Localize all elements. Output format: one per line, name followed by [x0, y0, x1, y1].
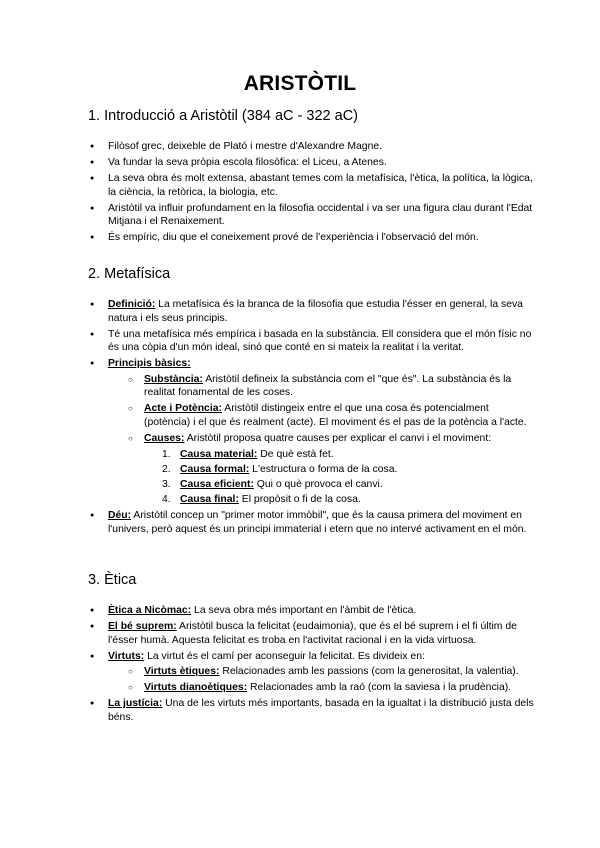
- list-item-principles: [88, 357, 536, 507]
- cause-label: Causa eficient:: [180, 478, 254, 490]
- cause-number: 2.: [162, 463, 171, 475]
- cause-item: [144, 493, 536, 507]
- list-item-empirical: ● Té una metafísica més empírica i basada en la substància. Ell considera que el món físic no és una còpia d'un món ideal, sinó que conté en si mateix la realitat i la veritat.: [88, 328, 536, 355]
- list-item: ● Aristòtil va influir profundament en la filosofia occidental i va ser una figura clau durant l'Edat Mitjana i el Renaixement.: [88, 202, 536, 229]
- list-item-dianoetic-virtues: [108, 681, 536, 695]
- supreme-good-label: El bé suprem:: [108, 620, 177, 632]
- principles-sublist: [108, 373, 536, 507]
- list-item-act-potency: [108, 402, 536, 429]
- nicomachean-label: Ètica a Nicòmac:: [108, 605, 192, 616]
- god-text: Aristòtil concep un "primer motor immòbil", que és la causa primera del moviment en l'univers, però aquest és un principi immaterial i etern que no intervé activament en el món.: [108, 510, 527, 535]
- god-label: Déu:: [108, 510, 132, 522]
- supreme-good-text: Aristòtil busca la felicitat (eudaimonia), que és el bé suprem i el fi últim de l'ésser humà. Aquesta felicitat es troba en l'activitat racional i en la vida virtuosa.: [108, 620, 517, 646]
- list-item-causes: [108, 432, 536, 507]
- nicomachean-text: La seva obra més important en l'àmbit de l'ètica.: [191, 605, 417, 616]
- list-item-virtues: [88, 650, 536, 695]
- causes-text: Aristòtil proposa quatre causes per explicar el canvi i el moviment:: [184, 432, 492, 444]
- definition-text: La metafísica és la branca de la filosofia que estudia l'ésser en general, la seva natura i els seus principis.: [108, 299, 523, 324]
- intro-list: [88, 140, 536, 247]
- metaphysics-list: [88, 298, 536, 539]
- list-item-ethical-virtues: [108, 665, 536, 679]
- list-item: ● És empíric, diu que el coneixement prové de l'experiència i l'observació del món.: [88, 231, 536, 245]
- substance-label: Substància:: [144, 373, 203, 385]
- cause-label: Causa final:: [180, 494, 239, 506]
- virtues-label: Virtuts:: [108, 650, 145, 662]
- act-label: Acte i Potència:: [144, 403, 222, 415]
- list-item: ● Filòsof grec, deixeble de Plató i mestre d'Alexandre Magne.: [88, 140, 536, 154]
- justice-text: Una de les virtuts més importants, basada en la igualtat i la distribució justa dels béns.: [108, 698, 534, 723]
- causes-list: [144, 448, 536, 507]
- section-heading-metaphysics: 2. Metafísica: [88, 266, 171, 282]
- list-item-substance: [108, 373, 536, 400]
- section-heading-ethics: 3. Ètica: [88, 572, 137, 588]
- cause-number: 4.: [162, 494, 171, 506]
- list-item-justice: [88, 697, 536, 724]
- cause-text: Qui o què provoca el canvi.: [253, 478, 383, 490]
- cause-item: [144, 463, 536, 477]
- list-item-definition: [88, 298, 536, 325]
- ethical-virtues-text: Relacionades amb les passions (com la generositat, la valentia).: [219, 666, 519, 678]
- definition-label: Definició:: [108, 299, 156, 310]
- causes-label: Causes:: [144, 432, 185, 444]
- act-text: Aristòtil distingeix entre el que una cosa és potencialment (potència) i el que és realment (acte). El moviment és el pas de la potència a l'acte.: [144, 403, 527, 428]
- cause-item: [144, 448, 536, 462]
- ethics-list: [88, 604, 536, 727]
- page-title: ARISTÒTIL: [243, 72, 357, 95]
- cause-number: 3.: [162, 478, 171, 490]
- section-heading-intro: 1. Introducció a Aristòtil (384 aC - 322 aC): [88, 108, 358, 124]
- cause-text: El propòsit o fi de la cosa.: [238, 494, 361, 506]
- cause-text: De què està fet.: [257, 448, 334, 460]
- virtues-text: La virtut és el camí per aconseguir la felicitat. Es divideix en:: [144, 650, 425, 662]
- principles-label: Principis bàsics:: [108, 358, 191, 370]
- substance-text: Aristòtil defineix la substància com el "que és". La substància és la realitat fonamental de les coses.: [144, 373, 512, 399]
- cause-label: Causa formal:: [180, 463, 250, 475]
- list-item-nicomachean: [88, 604, 536, 618]
- cause-item: [144, 478, 536, 492]
- list-item-god: [88, 509, 536, 536]
- dianoetic-virtues-text: Relacionades amb la raó (com la saviesa i la prudència).: [247, 682, 512, 694]
- list-item-supreme-good: [88, 620, 536, 647]
- dianoetic-virtues-label: Virtuts dianoètiques:: [144, 682, 248, 694]
- justice-label: La justícia:: [108, 698, 163, 710]
- cause-label: Causa material:: [180, 448, 258, 460]
- list-item: ● Va fundar la seva pròpia escola filosòfica: el Liceu, a Atenes.: [88, 156, 536, 170]
- virtues-sublist: [108, 665, 536, 695]
- ethical-virtues-label: Virtuts ètiques:: [144, 666, 220, 678]
- list-item: ● La seva obra és molt extensa, abastant temes com la metafísica, l'ètica, la política, la lògica, la ciència, la retòrica, la biologia, etc.: [88, 172, 536, 199]
- cause-number: 1.: [162, 448, 171, 460]
- cause-text: L'estructura o forma de la cosa.: [249, 463, 398, 475]
